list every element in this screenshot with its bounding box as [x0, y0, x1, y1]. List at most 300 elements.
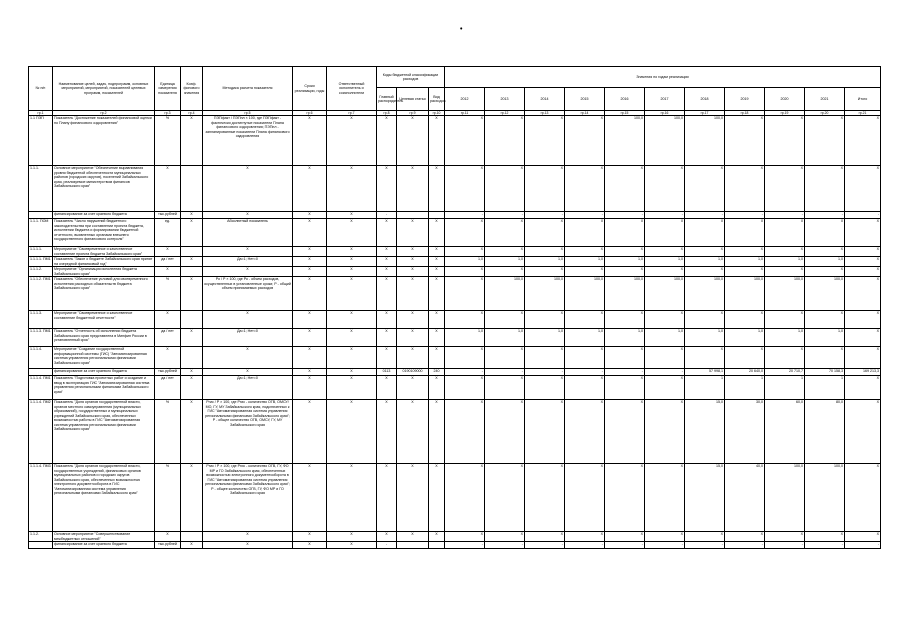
table-cell: Х: [293, 347, 327, 369]
table-cell: Х: [377, 400, 397, 464]
table-cell: 1,0: [525, 257, 565, 267]
table-cell: Х: [327, 400, 377, 464]
table-cell: Х: [327, 212, 377, 219]
table-cell: -: [845, 542, 881, 549]
header-coef: Коэф. фонового значения: [181, 67, 203, 111]
table-cell: Х: [429, 464, 445, 532]
table-cell: 0190109000: [397, 369, 429, 376]
table-cell: Х: [845, 267, 881, 277]
table-cell: Х: [377, 219, 397, 247]
table-cell: Х: [485, 464, 525, 532]
column-number: гр.6: [293, 111, 327, 116]
table-cell: [429, 212, 445, 219]
table-cell: 100,0: [805, 464, 845, 532]
table-cell: Х: [725, 532, 765, 542]
table-row: [29, 464, 881, 532]
table-cell: Х: [181, 257, 203, 267]
table-cell: 1,0: [565, 329, 605, 347]
row-number-cell: 1.1.1.2. ПМ1: [29, 277, 53, 311]
table-row: [29, 212, 881, 219]
table-cell: 100,0: [525, 277, 565, 311]
column-number: гр.14: [565, 111, 605, 116]
table-cell: тыс.рублей: [155, 212, 181, 219]
header-year: 2014: [525, 88, 565, 111]
header-year: 2015: [565, 88, 605, 111]
table-cell: Х: [293, 376, 327, 400]
table-cell: Х: [645, 166, 685, 212]
table-cell: Х: [485, 166, 525, 212]
column-number: гр.21: [845, 111, 881, 116]
table-cell: Х: [605, 247, 645, 257]
table-cell: %: [155, 116, 181, 166]
table-cell: Х: [445, 247, 485, 257]
table-cell: Х: [397, 532, 429, 542]
row-name-cell: Показатель "Достижение показателей финансовой оценки по Плану финансового оздоровления": [53, 116, 155, 166]
table-cell: 70 158,3: [805, 369, 845, 376]
table-cell: Х: [605, 532, 645, 542]
table-cell: Х: [845, 464, 881, 532]
row-name-cell: Основное мероприятие "Обеспечение выравнивания уровня бюджетной обеспеченности муниципальных районов (городских округов), поселений Забайкальского края, реализуемое министерством финансов Забайкальского края": [53, 166, 155, 212]
table-cell: Ргис / Р × 100, где Ргис - количество ОГВ, ОМСУ/МО, ГУ, МУ Забайкальского края, подключенных к ГИС "Автоматизированная система управления региональными финансами Забайкальского края"; Р - общее количество ОГВ, ОМСУ, ГУ, МУ Забайкальского края: [203, 400, 293, 464]
table-cell: Х: [725, 116, 765, 166]
table-row: [29, 376, 881, 400]
column-number: гр.7: [327, 111, 377, 116]
header-responsible: Ответственный исполнитель и соисполнители: [327, 67, 377, 111]
table-cell: Х: [845, 277, 881, 311]
table-cell: 1,0: [485, 329, 525, 347]
table-cell: Х: [605, 464, 645, 532]
table-cell: да / нет: [155, 257, 181, 267]
table-cell: Х: [377, 329, 397, 347]
table-row: [29, 369, 881, 376]
column-number: гр.3: [155, 111, 181, 116]
table-cell: Х: [685, 267, 725, 277]
column-number: гр.20: [805, 111, 845, 116]
table-row: [29, 329, 881, 347]
table-cell: 60,0: [765, 400, 805, 464]
table-cell: 20 640,0: [725, 369, 765, 376]
table-cell: Х: [525, 311, 565, 329]
table-cell: Х: [565, 347, 605, 369]
table-cell: Х: [397, 219, 429, 247]
table-cell: Х: [605, 400, 645, 464]
table-cell: 15,0: [685, 400, 725, 464]
table-cell: Х: [181, 464, 203, 532]
table-row: [29, 166, 881, 212]
row-number-cell: 1.1.1.4. ПМ1: [29, 376, 53, 400]
table-cell: 0: [645, 219, 685, 247]
table-cell: Х: [845, 257, 881, 267]
table-cell: -: [605, 369, 645, 376]
table-cell: -: [645, 369, 685, 376]
header-values-by-year: Значения по годам реализации: [445, 67, 881, 88]
table-cell: Х: [525, 400, 565, 464]
column-number: гр.2: [53, 111, 155, 116]
table-cell: Х: [429, 219, 445, 247]
table-cell: Х: [327, 532, 377, 542]
header-year: 2018: [685, 88, 725, 111]
table-cell: -: [645, 212, 685, 219]
table-cell: Х: [203, 542, 293, 549]
table-cell: Х: [397, 257, 429, 267]
table-cell: Х: [845, 532, 881, 542]
table-cell: Х: [445, 166, 485, 212]
table-cell: Х: [445, 376, 485, 400]
table-cell: тыс.рублей: [155, 369, 181, 376]
table-cell: 100,0: [565, 277, 605, 311]
table-cell: Х: [525, 116, 565, 166]
table-cell: Х: [845, 329, 881, 347]
table-cell: Х: [397, 277, 429, 311]
row-number-cell: 1.1.1.4. ПМ3: [29, 464, 53, 532]
row-number-cell: 1.1.1.3.: [29, 311, 53, 329]
table-cell: Х: [293, 219, 327, 247]
column-number: гр.18: [725, 111, 765, 116]
row-name-cell: Показатель "Обеспечение условий для своевременного исполнения расходных обязательств бюджета Забайкальского края": [53, 277, 155, 311]
table-cell: -: [525, 542, 565, 549]
table-cell: 20 710,7: [765, 369, 805, 376]
column-number: гр.11: [445, 111, 485, 116]
table-cell: да / нет: [155, 329, 181, 347]
table-cell: Х: [645, 464, 685, 532]
table-cell: Х: [327, 219, 377, 247]
table-cell: тыс.рублей: [155, 542, 181, 549]
table-cell: Х: [293, 267, 327, 277]
table-cell: Х: [565, 247, 605, 257]
table-cell: 0: [685, 219, 725, 247]
header-term: Сроки реализации, годы: [293, 67, 327, 111]
table-cell: 1,0: [445, 329, 485, 347]
table-cell: 100,0: [685, 116, 725, 166]
table-cell: Х: [429, 166, 445, 212]
column-number: гр.1: [29, 111, 53, 116]
row-name-cell: Мероприятие "Своевременное и качественное составление проекта бюджета Забайкальского края": [53, 247, 155, 257]
table-cell: -: [485, 542, 525, 549]
table-cell: Х: [805, 267, 845, 277]
table-cell: Х: [327, 542, 377, 549]
table-cell: Х: [429, 311, 445, 329]
row-name-cell: Показатель "Закон о бюджете Забайкальского края принят на очередной финансовый год": [53, 257, 155, 267]
table-body: [29, 116, 881, 549]
table-cell: -: [525, 369, 565, 376]
table-cell: Х: [429, 376, 445, 400]
table-cell: Х: [645, 311, 685, 329]
table-cell: 169 213,3: [845, 369, 881, 376]
table-cell: -: [645, 542, 685, 549]
column-number: гр.17: [685, 111, 725, 116]
table-cell: Х: [397, 311, 429, 329]
table-cell: Х: [445, 267, 485, 277]
table-cell: Х: [397, 166, 429, 212]
table-cell: 1,0: [565, 257, 605, 267]
table-cell: -: [565, 542, 605, 549]
column-number: гр.8: [377, 111, 397, 116]
table-cell: 1,0: [605, 257, 645, 267]
table-cell: Х: [293, 329, 327, 347]
program-indicators-table: [28, 66, 881, 549]
table-cell: 1,0: [485, 257, 525, 267]
table-cell: Х: [565, 166, 605, 212]
table-cell: 100,0: [645, 116, 685, 166]
table-cell: ПЭПфакт / ПЭПпл × 100, где ПЭПфакт - фактически достигнутые показатели Плана финансового оздоровления; ПЭПпл - запланированные показатели Плана финансового оздоровления: [203, 116, 293, 166]
table-cell: -: [765, 542, 805, 549]
table-cell: Х: [845, 400, 881, 464]
row-name-cell: Показатель "Доля органов государственной власти, органов местного самоуправления (муниципальных образований), государственных и муниципальных учреждений Забайкальского края, обеспеченных возможностью работы в ГИС "Автоматизированная система управления региональными финансами Забайкальского края": [53, 400, 155, 464]
table-cell: Х: [429, 347, 445, 369]
table-cell: Х: [429, 329, 445, 347]
table-row: [29, 347, 881, 369]
table-cell: Х: [155, 311, 181, 329]
table-cell: 1,0: [645, 329, 685, 347]
table-cell: Х: [397, 329, 429, 347]
column-number: гр.12: [485, 111, 525, 116]
table-cell: 100,0: [765, 277, 805, 311]
table-cell: Х: [525, 532, 565, 542]
header-glav: Главный распорядитель: [377, 88, 397, 111]
table-cell: Х: [765, 347, 805, 369]
row-name-cell: Показатель "Отчетность об исполнении бюджета Забайкальского края представлена в Минфин России в установленный срок": [53, 329, 155, 347]
table-cell: Х: [203, 532, 293, 542]
table-cell: Х: [805, 116, 845, 166]
table-cell: -: [445, 212, 485, 219]
column-number: гр.19: [765, 111, 805, 116]
table-cell: Х: [525, 247, 565, 257]
table-cell: 1,0: [685, 329, 725, 347]
table-cell: -: [605, 212, 645, 219]
row-number-cell: 1.1.1.4.: [29, 347, 53, 369]
table-cell: Х: [685, 247, 725, 257]
table-cell: Х: [155, 532, 181, 542]
row-number-cell: 1.1 ПЭП: [29, 116, 53, 166]
table-cell: Х: [181, 400, 203, 464]
table-cell: Х: [765, 532, 805, 542]
table-cell: Х: [685, 532, 725, 542]
table-cell: Х: [429, 247, 445, 257]
table-cell: Х: [293, 277, 327, 311]
table-cell: Х: [445, 116, 485, 166]
table-cell: 0: [805, 219, 845, 247]
table-cell: Х: [485, 247, 525, 257]
table-cell: Х: [565, 464, 605, 532]
table-cell: Х: [203, 267, 293, 277]
table-cell: [397, 212, 429, 219]
table-cell: Х: [327, 277, 377, 311]
table-cell: Х: [605, 376, 645, 400]
table-cell: Х: [605, 311, 645, 329]
table-cell: [181, 347, 203, 369]
table-cell: -: [565, 369, 605, 376]
table-cell: Х: [485, 267, 525, 277]
table-cell: 240: [429, 369, 445, 376]
table-cell: Х: [377, 532, 397, 542]
table-cell: -: [805, 212, 845, 219]
table-cell: Х: [155, 166, 181, 212]
table-cell: Х: [605, 166, 645, 212]
table-cell: 1,0: [525, 329, 565, 347]
table-cell: 1: [685, 376, 725, 400]
table-cell: Х: [397, 267, 429, 277]
table-cell: 1,0: [605, 329, 645, 347]
row-number-cell: 1.1.1.: [29, 166, 53, 212]
table-cell: Х: [525, 376, 565, 400]
table-cell: [181, 247, 203, 257]
table-cell: Х: [429, 267, 445, 277]
table-cell: 100,0: [725, 277, 765, 311]
row-name-cell: Показатель "Число нарушений бюджетного законодательства при составлении проекта бюджета, исполнении бюджета и формировании бюджетной отчетности, выявленных органами внешнего государственного финансового контроля": [53, 219, 155, 247]
table-cell: [429, 542, 445, 549]
table-cell: Х: [293, 369, 327, 376]
table-cell: Х: [645, 267, 685, 277]
table-cell: Х: [805, 532, 845, 542]
table-cell: Х: [429, 116, 445, 166]
table-cell: Х: [377, 347, 397, 369]
table-cell: Х: [565, 376, 605, 400]
table-cell: Х: [445, 532, 485, 542]
table-cell: Х: [327, 166, 377, 212]
table-cell: Х: [377, 277, 397, 311]
table-cell: Х: [293, 464, 327, 532]
table-cell: [181, 267, 203, 277]
table-cell: 0: [725, 219, 765, 247]
table-cell: %: [155, 464, 181, 532]
table-row: [29, 277, 881, 311]
header-year: 2017: [645, 88, 685, 111]
table-cell: Х: [377, 376, 397, 400]
table-cell: Х: [485, 311, 525, 329]
table-cell: Х: [485, 532, 525, 542]
table-cell: Х: [485, 116, 525, 166]
row-number-cell: 1.1.1. ПОМ: [29, 219, 53, 247]
table-cell: Х: [377, 311, 397, 329]
table-cell: Х: [181, 277, 203, 311]
table-cell: 0: [765, 219, 805, 247]
table-cell: 1,0: [725, 257, 765, 267]
table-cell: Х: [293, 400, 327, 464]
table-cell: Х: [327, 311, 377, 329]
table-cell: Х: [445, 277, 485, 311]
table-cell: -: [805, 542, 845, 549]
table-cell: 100,0: [805, 277, 845, 311]
table-cell: Ргис / Р × 100, где Ргис - количество ОГВ, ГУ, ФО МР и ГО Забайкальского края, обеспеченных возможностью электронного документооборота в ГИС "Автоматизированная система управления региональными финансами Забайкальского края"; Р - общее количество ОГВ, ГУ, ФО МР и ГО Забайкальского края: [203, 464, 293, 532]
row-number-cell: 1.1.1.2.: [29, 267, 53, 277]
table-cell: Х: [845, 311, 881, 329]
table-cell: Ро / Р × 100, где Ро - объем расходов, осуществленных в установленные сроки; Р - общий объем принимаемых расходов: [203, 277, 293, 311]
table-cell: Х: [327, 369, 377, 376]
table-cell: 1: [805, 376, 845, 400]
table-cell: Х: [293, 247, 327, 257]
table-cell: Х: [327, 329, 377, 347]
table-cell: Х: [397, 400, 429, 464]
table-cell: Х: [845, 347, 881, 369]
table-cell: Х: [485, 376, 525, 400]
table-cell: Х: [525, 347, 565, 369]
row-number-cell: 1.1.2.: [29, 532, 53, 542]
table-cell: Х: [155, 247, 181, 257]
row-number-cell: [29, 369, 53, 376]
table-cell: Х: [397, 376, 429, 400]
table-cell: Х: [445, 347, 485, 369]
table-cell: Х: [377, 257, 397, 267]
column-number: гр.15: [605, 111, 645, 116]
table-cell: Х: [327, 257, 377, 267]
table-row: [29, 116, 881, 166]
table-cell: -: [565, 212, 605, 219]
table-cell: Х: [725, 311, 765, 329]
row-number-cell: 1.1.1.3. ПМ1: [29, 329, 53, 347]
table-cell: 1,0: [765, 329, 805, 347]
table-row: [29, 257, 881, 267]
table-cell: Х: [445, 464, 485, 532]
table-cell: Х: [181, 116, 203, 166]
table-cell: Х: [327, 116, 377, 166]
table-cell: Х: [645, 376, 685, 400]
table-cell: Х: [725, 267, 765, 277]
header-year: 2016: [605, 88, 645, 111]
table-cell: Х: [203, 212, 293, 219]
table-cell: Х: [293, 542, 327, 549]
table-cell: Х: [645, 400, 685, 464]
table-cell: Х: [429, 257, 445, 267]
table-cell: Х: [845, 247, 881, 257]
table-cell: Х: [293, 212, 327, 219]
row-name-cell: Мероприятие "Создание государственной информационной системы (ГИС) "Автоматизированная система управления региональными финансами Забайкальского края": [53, 347, 155, 369]
table-cell: Х: [445, 219, 485, 247]
table-cell: 57 998,1: [685, 369, 725, 376]
table-cell: Х: [181, 219, 203, 247]
table-cell: Х: [327, 267, 377, 277]
column-number: гр.9: [397, 111, 429, 116]
table-cell: -: [485, 212, 525, 219]
table-cell: Х: [377, 166, 397, 212]
table-cell: -: [525, 212, 565, 219]
row-number-cell: [29, 212, 53, 219]
table-cell: -: [485, 369, 525, 376]
table-cell: Х: [445, 400, 485, 464]
table-cell: Х: [377, 267, 397, 277]
table-cell: 30,0: [725, 400, 765, 464]
header-vid: Вид расходов: [429, 88, 445, 111]
table-cell: Х: [765, 116, 805, 166]
table-cell: Абсолютный показатель: [203, 219, 293, 247]
table-cell: Х: [565, 311, 605, 329]
table-cell: Х: [845, 116, 881, 166]
table-cell: Х: [605, 267, 645, 277]
header-num: № п/п: [29, 67, 53, 111]
table-cell: -: [725, 542, 765, 549]
table-cell: Х: [293, 532, 327, 542]
table-row: [29, 267, 881, 277]
table-cell: Х: [203, 311, 293, 329]
column-number: гр.5: [203, 111, 293, 116]
table-cell: 1,0: [445, 257, 485, 267]
table-cell: Х: [805, 166, 845, 212]
table-cell: Х: [397, 464, 429, 532]
header-year: 2013: [485, 88, 525, 111]
header-year: 2012: [445, 88, 485, 111]
table-cell: Х: [845, 376, 881, 400]
table-cell: -: [725, 212, 765, 219]
table-cell: Х: [377, 247, 397, 257]
table-cell: Х: [429, 400, 445, 464]
table-cell: Х: [765, 267, 805, 277]
table-cell: -: [685, 212, 725, 219]
table-cell: Х: [525, 267, 565, 277]
table-cell: Х: [765, 247, 805, 257]
table-cell: да / нет: [155, 376, 181, 400]
table-cell: Х: [725, 347, 765, 369]
table-cell: Х: [805, 311, 845, 329]
table-cell: Х: [725, 247, 765, 257]
